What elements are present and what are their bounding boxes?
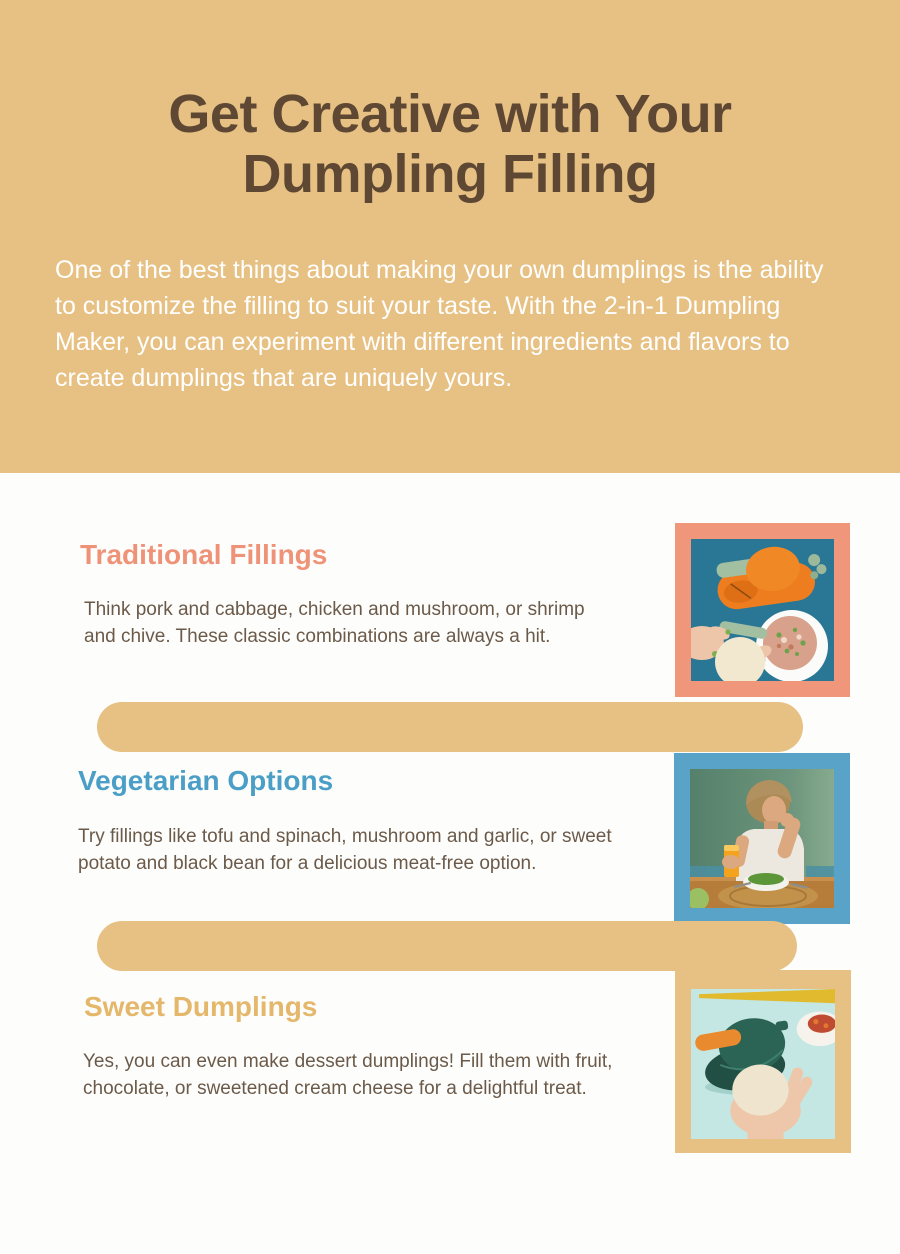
sweet-photo	[691, 989, 835, 1139]
section-heading-sweet: Sweet Dumplings	[84, 991, 318, 1022]
section-body-sweet: Yes, you can even make dessert dumplings! Fill them with fruit, chocolate, or sweetened cream cheese for a delightful treat.	[83, 1051, 613, 1099]
sweet-image-frame	[675, 970, 851, 1153]
page-title-line-1: Get Creative with Your	[168, 84, 732, 144]
section-body-vegetarian: Try fillings like tofu and spinach, mushroom and garlic, or sweet potato and black bean for a delicious meat-free option.	[78, 826, 612, 874]
page-title	[0, 84, 900, 204]
section-body-traditional: Think pork and cabbage, chicken and mushroom, or shrimp and chive. These classic combinations are always a hit.	[84, 599, 585, 647]
hero-section	[0, 0, 900, 473]
section-heading-vegetarian: Vegetarian Options	[78, 765, 334, 796]
vegetarian-photo	[690, 769, 834, 908]
traditional-image-frame	[675, 523, 850, 697]
intro-paragraph: One of the best things about making your own dumplings is the ability to customize the filling to suit your taste. With the 2-in-1 Dumpling Maker, you can experiment with different ingredients and flavors to create dumplings that are uniquely yours.	[55, 256, 824, 392]
divider-bar-2	[97, 921, 797, 971]
page-title-line-2: Dumpling Filling	[242, 144, 658, 204]
section-heading-traditional: Traditional Fillings	[80, 539, 328, 570]
divider-bar-1	[97, 702, 803, 752]
vegetarian-image-frame	[674, 753, 850, 924]
traditional-photo	[691, 539, 834, 681]
